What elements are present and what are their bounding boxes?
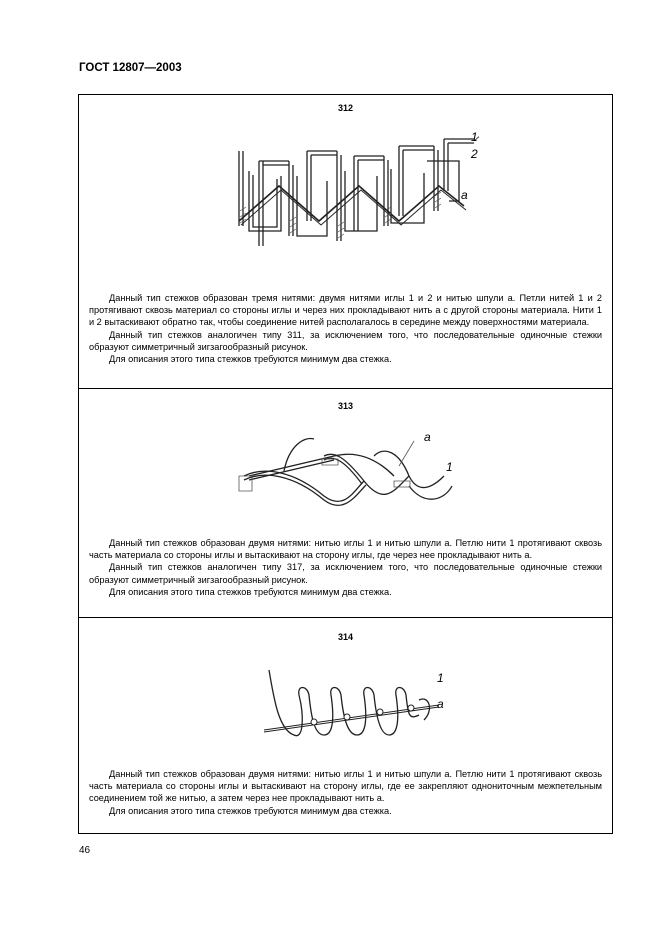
document-header: ГОСТ 12807—2003	[79, 62, 182, 74]
stitch-description	[89, 537, 602, 598]
description-paragraph: Данный тип стежков образован двумя нитями: нитью иглы 1 и нитью шпули a. Петлю нити 1 протягивают сквозь часть материала со стороны иглы и вытаскивают на сторону иглы, где через нее прокладывают нить a.	[89, 538, 602, 561]
stitch-section-313	[79, 389, 612, 617]
stitch-number: 314	[337, 632, 354, 642]
stitch-table	[78, 94, 613, 834]
description-paragraph: Для описания этого типа стежков требуются минимум два стежка.	[109, 805, 392, 816]
description-paragraph: Данный тип стежков аналогичен типу 317, за исключением того, что последовательные одиночные стежки образуют симметричный зигзагообразный рисунок.	[89, 562, 602, 585]
description-paragraph: Для описания этого типа стежков требуются минимум два стежка.	[109, 586, 392, 597]
stitch-number: 313	[337, 401, 354, 411]
label-bobbin-thread: a	[437, 697, 444, 711]
stitch-description	[89, 768, 602, 817]
description-paragraph: Для описания этого типа стежков требуются минимум два стежка.	[109, 354, 392, 365]
stitch-description	[89, 292, 602, 365]
label-thread-1: 1	[471, 131, 478, 144]
label-bobbin-thread: a	[424, 431, 431, 444]
page-number: 46	[79, 845, 91, 856]
label-thread-1: 1	[446, 460, 453, 474]
description-paragraph: Данный тип стежков образован двумя нитями: нитью иглы 1 и нитью шпули a. Петлю нити 1 протягивают сквозь часть материала со стороны иглы и вытаскивают на сторону иглы, где ее закрепляют однониточным межпетельным соединением той же нитью, а затем через нее прокладывают нить a.	[89, 769, 602, 804]
stitch-section-314	[79, 618, 612, 834]
stitch-section-312	[79, 95, 612, 388]
stitch-312-diagram	[219, 131, 479, 256]
stitch-313-diagram	[234, 431, 464, 511]
description-paragraph: Данный тип стежков аналогичен типу 311, за исключением того, что последовательные одиночные стежки образуют симметричный зигзагообразный рисунок.	[89, 329, 602, 352]
label-thread-2: 2	[471, 147, 478, 161]
label-thread-1: 1	[437, 671, 444, 685]
description-paragraph: Данный тип стежков образован тремя нитями: двумя нитями иглы 1 и 2 и нитью шпули a. Петли нитей 1 и 2 протягивают сквозь материал со стороны иглы и через них прокладывают нить a с другой стороны материала. Нити 1 и 2 вытаскивают обратно так, чтобы соединение нитей располагалось в середине между поверхностями материала.	[89, 293, 602, 328]
label-bobbin-thread: a	[461, 188, 468, 202]
stitch-314-diagram	[259, 660, 449, 750]
stitch-number: 312	[337, 103, 354, 113]
